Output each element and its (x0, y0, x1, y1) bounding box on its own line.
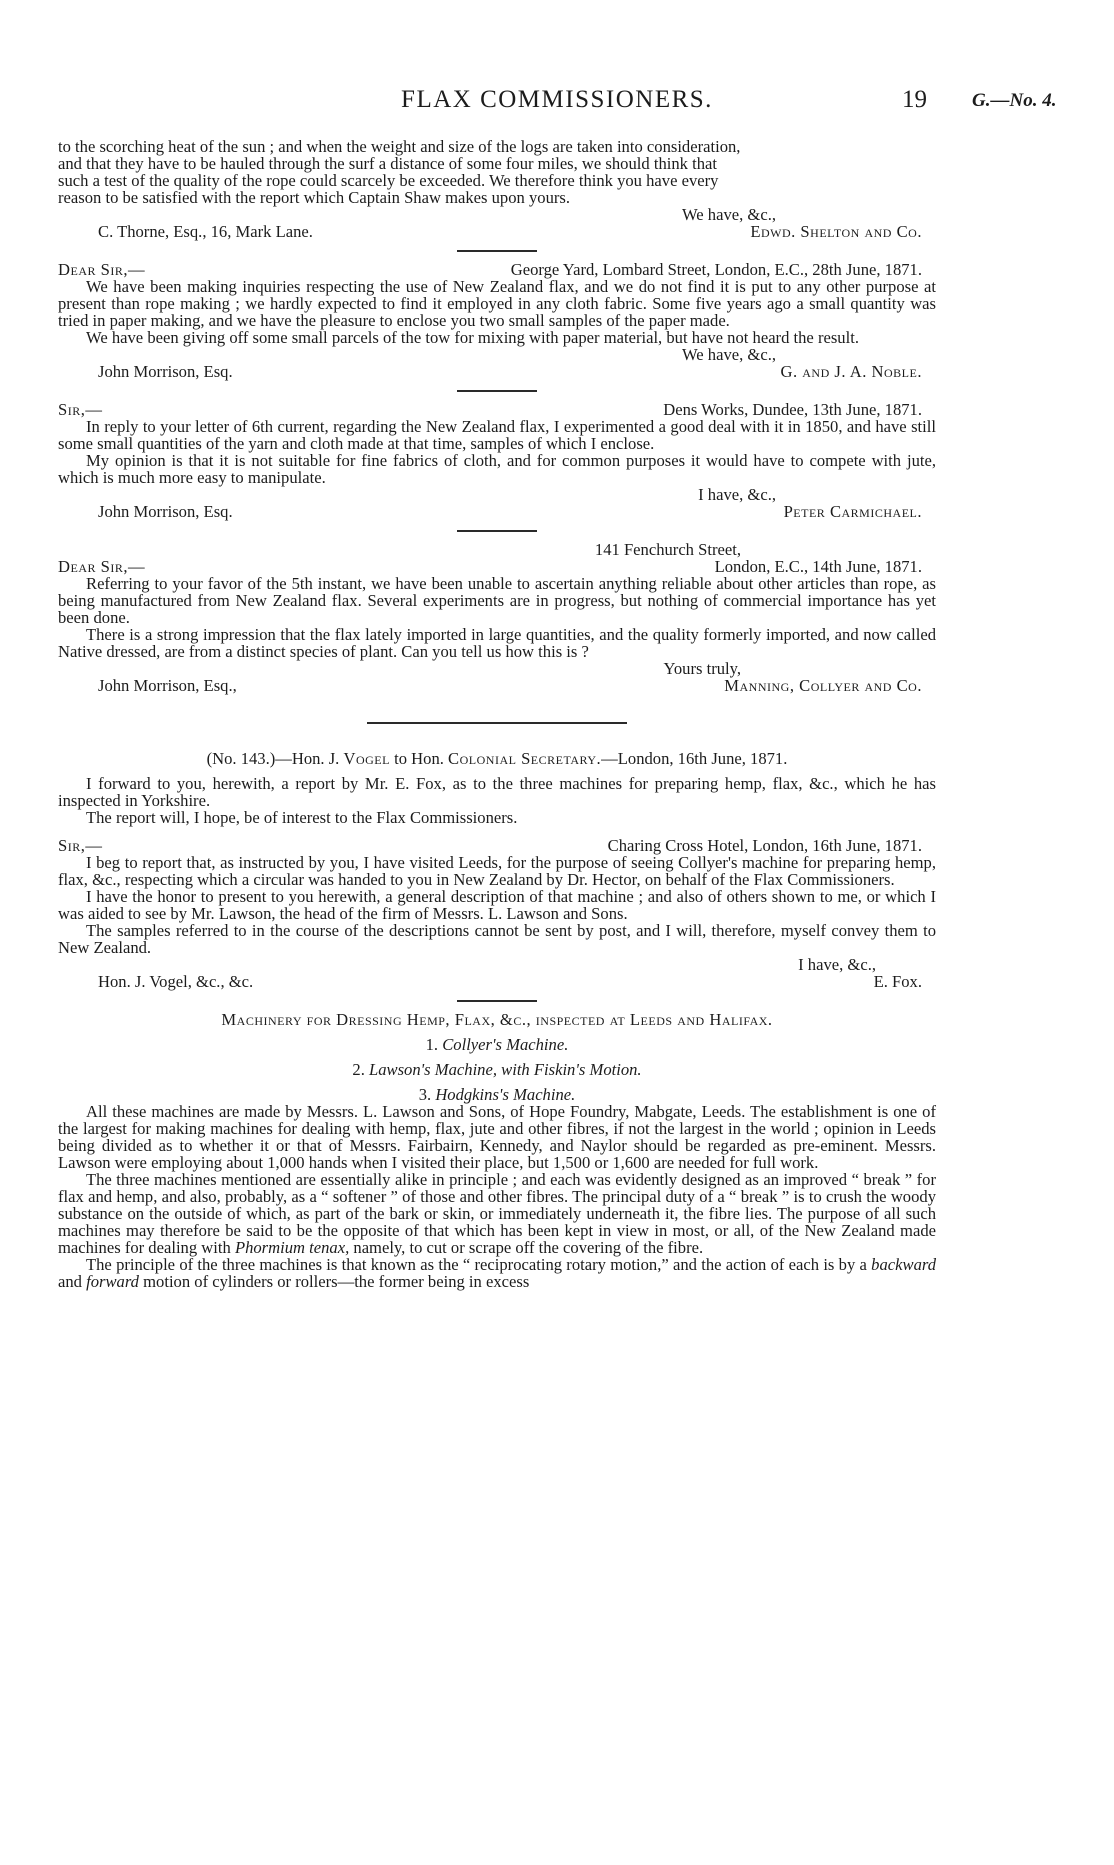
letter-signature: Manning, Collyer and Co. (724, 676, 922, 695)
letter-noble (58, 261, 936, 380)
letter-closing: We have, &c., (681, 205, 776, 224)
letter-signoff (58, 223, 936, 240)
letter-address-line: 141 Fenchurch Street, (594, 540, 741, 559)
memo-heading-to: to Hon. (389, 748, 449, 768)
letter-heading (58, 401, 936, 418)
report-list-item: 2. Lawson's Machine, with Fiskin's Motion. (352, 1059, 642, 1079)
body-line: such a test of the quality of the rope could scarcely be exceeded. We therefore think you have every (58, 171, 719, 190)
machinery-report (58, 1011, 936, 1290)
letter-paragraph: My opinion is that it is not suitable for fine fabrics of cloth, and for common purposes it would have to compete with jute, which is much more easy to manipulate. (58, 451, 936, 487)
running-title: FLAX COMMISSIONERS. (401, 86, 713, 113)
section-divider (457, 250, 537, 252)
letter-address: London, E.C., 14th June, 1871. (714, 557, 922, 576)
report-paragraph: The three machines mentioned are essentially alike in principle ; and each was evidently designed as an improved “ break ” for flax and hemp, and also, probably, as a “ softener ” of those and other fibres. The principal duty of a “ break ” is to crush the woody substance on the outside of which, as part of the bark or skin, or immediately underneath it, the fibre lies. The purpose of all such machines may therefore be said to be the opposite of that which has been kept in view in most, or all, of the New Zealand made machines for dealing with Phormium tenax, namely, to cut or scrape off the covering of the fibre. (58, 1169, 936, 1257)
letter-signoff (58, 363, 936, 380)
letter-paragraph: The samples referred to in the course of the descriptions cannot be sent by post, and I will, therefore, myself convey them to New Zealand. (58, 920, 936, 957)
letter-salutation: Dear Sir,— (58, 260, 146, 279)
section-divider (457, 1000, 537, 1002)
letter-paragraph: In reply to your letter of 6th current, regarding the New Zealand flax, I experimented a good deal with it in 1850, and have still some small quantities of the yarn and cloth made at that time, samples of which I enclose. (58, 417, 936, 453)
letter-address: Dens Works, Dundee, 13th June, 1871. (663, 400, 922, 419)
memo-heading-from: Vogel (343, 748, 390, 768)
letter-closing: I have, &c., (698, 485, 776, 504)
page-header (0, 86, 1114, 122)
letter-closing: I have, &c., (798, 954, 876, 974)
letter-recipient: Hon. J. Vogel, &c., &c. (98, 971, 254, 991)
letter-paragraph: There is a strong impression that the flax lately imported in large quantities, and the quality formerly imported, and now called Native dressed, are from a distinct species of plant. Can you tell us how this is ? (58, 625, 936, 661)
letter-recipient: John Morrison, Esq., (98, 676, 237, 695)
letter-salutation: Dear Sir,— (58, 557, 146, 576)
letter-signature: G. and J. A. Noble. (780, 362, 922, 381)
letter-address: Charing Cross Hotel, London, 16th June, 1871. (607, 835, 922, 855)
letter-closing: We have, &c., (681, 345, 776, 364)
letter-salutation: Sir,— (58, 400, 103, 419)
letter-paragraph: I beg to report that, as instructed by you, I have visited Leeds, for the purpose of seeing Collyer's machine for preparing hemp, flax, &c., respecting which a circular was handed to you in New Zealand by Dr. Hector, on behalf of the Flax Commissioners. (58, 852, 936, 889)
letter-salutation: Sir,— (58, 835, 103, 855)
letter-heading (58, 558, 936, 575)
section-divider-long (367, 722, 627, 724)
letter-shelton (58, 138, 936, 240)
letter-recipient: C. Thorne, Esq., 16, Mark Lane. (98, 222, 313, 241)
letter-paragraph: Referring to your favor of the 5th instant, we have been unable to ascertain anything reliable about other articles than rope, as being manufactured from New Zealand flax. Several experiments are in progress, but nothing of commercial importance has yet been done. (58, 574, 936, 627)
letter-paragraph: We have been making inquiries respecting the use of New Zealand flax, and we do not find it is put to any other purpose at present than rope making ; we hardly expected to find it employed in any cloth fabric. Some five years ago a small quantity was tried in paper making, and we have the pleasure to enclose you two small samples of the paper made. (58, 277, 936, 330)
letter-signoff (58, 973, 936, 990)
memo-paragraph: The report will, I hope, be of interest to the Flax Commissioners. (86, 807, 518, 827)
letter-signature: Peter Carmichael. (783, 502, 922, 521)
report-list-item: 3. Hodgkins's Machine. (418, 1084, 576, 1104)
report-paragraph: All these machines are made by Messrs. L. Lawson and Sons, of Hope Foundry, Mabgate, Leeds. The establishment is one of the largest for making machines for dealing with hemp, flax, jute and other fibres, if not the largest in the world ; opinion in Leeds being divided as to whether it or that of Messrs. Fairbairn, Kennedy, and Naylor should be regarded as pre-eminent. Messrs. Lawson were employing about 1,000 hands when I visited their place, but 1,500 or 1,600 are needed for full work. (58, 1101, 936, 1172)
section-divider (457, 390, 537, 392)
report-list-item: 1. Collyer's Machine. (425, 1034, 569, 1054)
memo-heading-date: —London, 16th June, 1871. (601, 748, 788, 768)
letter-recipient: John Morrison, Esq. (98, 362, 233, 381)
report-title: Machinery for Dressing Hemp, Flax, &c., inspected at Leeds and Halifax. (221, 1009, 773, 1029)
letter-heading (58, 261, 936, 278)
memo-heading-number: (No. 143.)—Hon. J. (206, 748, 344, 768)
body-line: to the scorching heat of the sun ; and when the weight and size of the logs are taken into consideration, (58, 137, 741, 156)
letter-address: George Yard, Lombard Street, London, E.C., 28th June, 1871. (510, 260, 922, 279)
letter-signoff (58, 503, 936, 520)
memo-paragraph: I forward to you, herewith, a report by Mr. E. Fox, as to the three machines for preparing hemp, flax, &c., which he has inspected in Yorkshire. (58, 773, 936, 810)
letter-fox (58, 837, 936, 990)
letter-carmichael (58, 401, 936, 520)
section-divider (457, 530, 537, 532)
letter-paragraph: We have been giving off some small parcels of the tow for mixing with paper material, but have not heard the result. (86, 328, 859, 347)
letter-heading (58, 837, 936, 854)
series-number: G.—No. 4. (972, 90, 1057, 111)
memo-heading-office: Colonial Secretary. (448, 748, 602, 768)
letter-signature: Edwd. Shelton and Co. (750, 222, 922, 241)
body-line: and that they have to be hauled through the surf a distance of some four miles, we should think that (58, 154, 717, 173)
letter-closing: Yours truly, (663, 659, 741, 678)
memo-heading (58, 750, 936, 767)
page-number: 19 (902, 86, 927, 113)
memo-143 (58, 750, 936, 826)
letter-recipient: John Morrison, Esq. (98, 502, 233, 521)
letter-manning (58, 541, 936, 694)
letter-signoff (58, 677, 936, 694)
page-body (58, 138, 936, 1290)
report-paragraph: The principle of the three machines is that known as the “ reciprocating rotary motion,” and the action of each is by a backward and forward motion of cylinders or rollers—the former being in excess (58, 1254, 936, 1291)
letter-paragraph: I have the honor to present to you herewith, a general description of that machine ; and also of others shown to me, or which I was aided to see by Mr. Lawson, the head of the firm of Messrs. L. Lawson and Sons. (58, 886, 936, 923)
letter-signature: E. Fox. (873, 971, 922, 991)
body-line: reason to be satisfied with the report which Captain Shaw makes upon yours. (58, 188, 570, 207)
